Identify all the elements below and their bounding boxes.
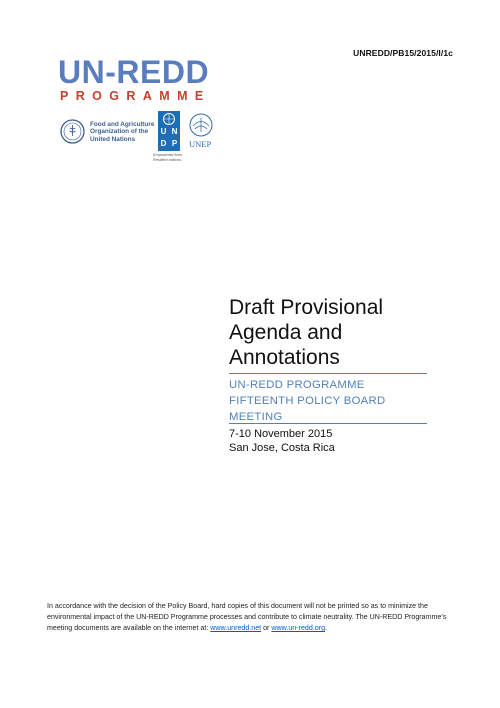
title-line: Annotations bbox=[229, 346, 340, 369]
footer-end: . bbox=[325, 624, 327, 632]
fao-seal-icon bbox=[60, 119, 85, 144]
unredd-net-link[interactable]: www.unredd.net bbox=[210, 624, 262, 632]
undp-logo bbox=[158, 111, 180, 151]
title-line: Draft Provisional bbox=[229, 296, 384, 319]
fao-line: United Nations bbox=[90, 135, 136, 143]
meeting-location: San Jose, Costa Rica bbox=[229, 442, 335, 454]
meeting-name bbox=[229, 377, 429, 425]
undp-letter: D bbox=[160, 139, 167, 148]
title-line: Agenda and bbox=[229, 321, 343, 344]
undp-tagline-line: Empowered lives. bbox=[153, 153, 183, 157]
subtitle-divider bbox=[229, 423, 427, 424]
meeting-date: 7-10 November 2015 bbox=[229, 428, 333, 440]
unep-emblem-icon bbox=[189, 113, 213, 137]
footer-or: or bbox=[261, 624, 272, 632]
footer-text: In accordance with the decision of the Policy Board, hard copies of this document will not be printed so as to minimize the environmental impact of the UN-REDD Programme processes and contribute to climate neutrality. The UN-REDD Programme's meeting documents are available on the internet at: bbox=[47, 602, 447, 632]
undp-letter: U bbox=[160, 127, 167, 136]
footer-note bbox=[47, 601, 457, 634]
logo-main-text: UN-REDD bbox=[58, 54, 210, 90]
fao-line: Food and Agriculture bbox=[90, 121, 155, 128]
title-divider bbox=[229, 373, 427, 374]
undp-letter: N bbox=[171, 127, 178, 136]
fao-name bbox=[90, 121, 154, 143]
logo-programme-text: PROGRAMME bbox=[60, 89, 211, 103]
undp-tagline-line: Resilient nations. bbox=[153, 157, 182, 162]
undp-letter: P bbox=[171, 139, 178, 148]
document-title bbox=[229, 295, 439, 370]
document-reference: UNREDD/PB15/2015/I/1c bbox=[353, 48, 453, 58]
undp-tagline bbox=[153, 153, 183, 162]
unep-name: UNEP bbox=[189, 139, 212, 149]
un-redd-org-link[interactable]: www.un-redd.org bbox=[271, 624, 326, 632]
subtitle-line: FIFTEENTH POLICY BOARD bbox=[229, 395, 386, 407]
un-emblem-icon bbox=[162, 112, 176, 126]
fao-line: Organization of the bbox=[90, 128, 149, 136]
subtitle-line: UN-REDD PROGRAMME bbox=[229, 379, 365, 391]
subtitle-line: MEETING bbox=[229, 411, 283, 423]
